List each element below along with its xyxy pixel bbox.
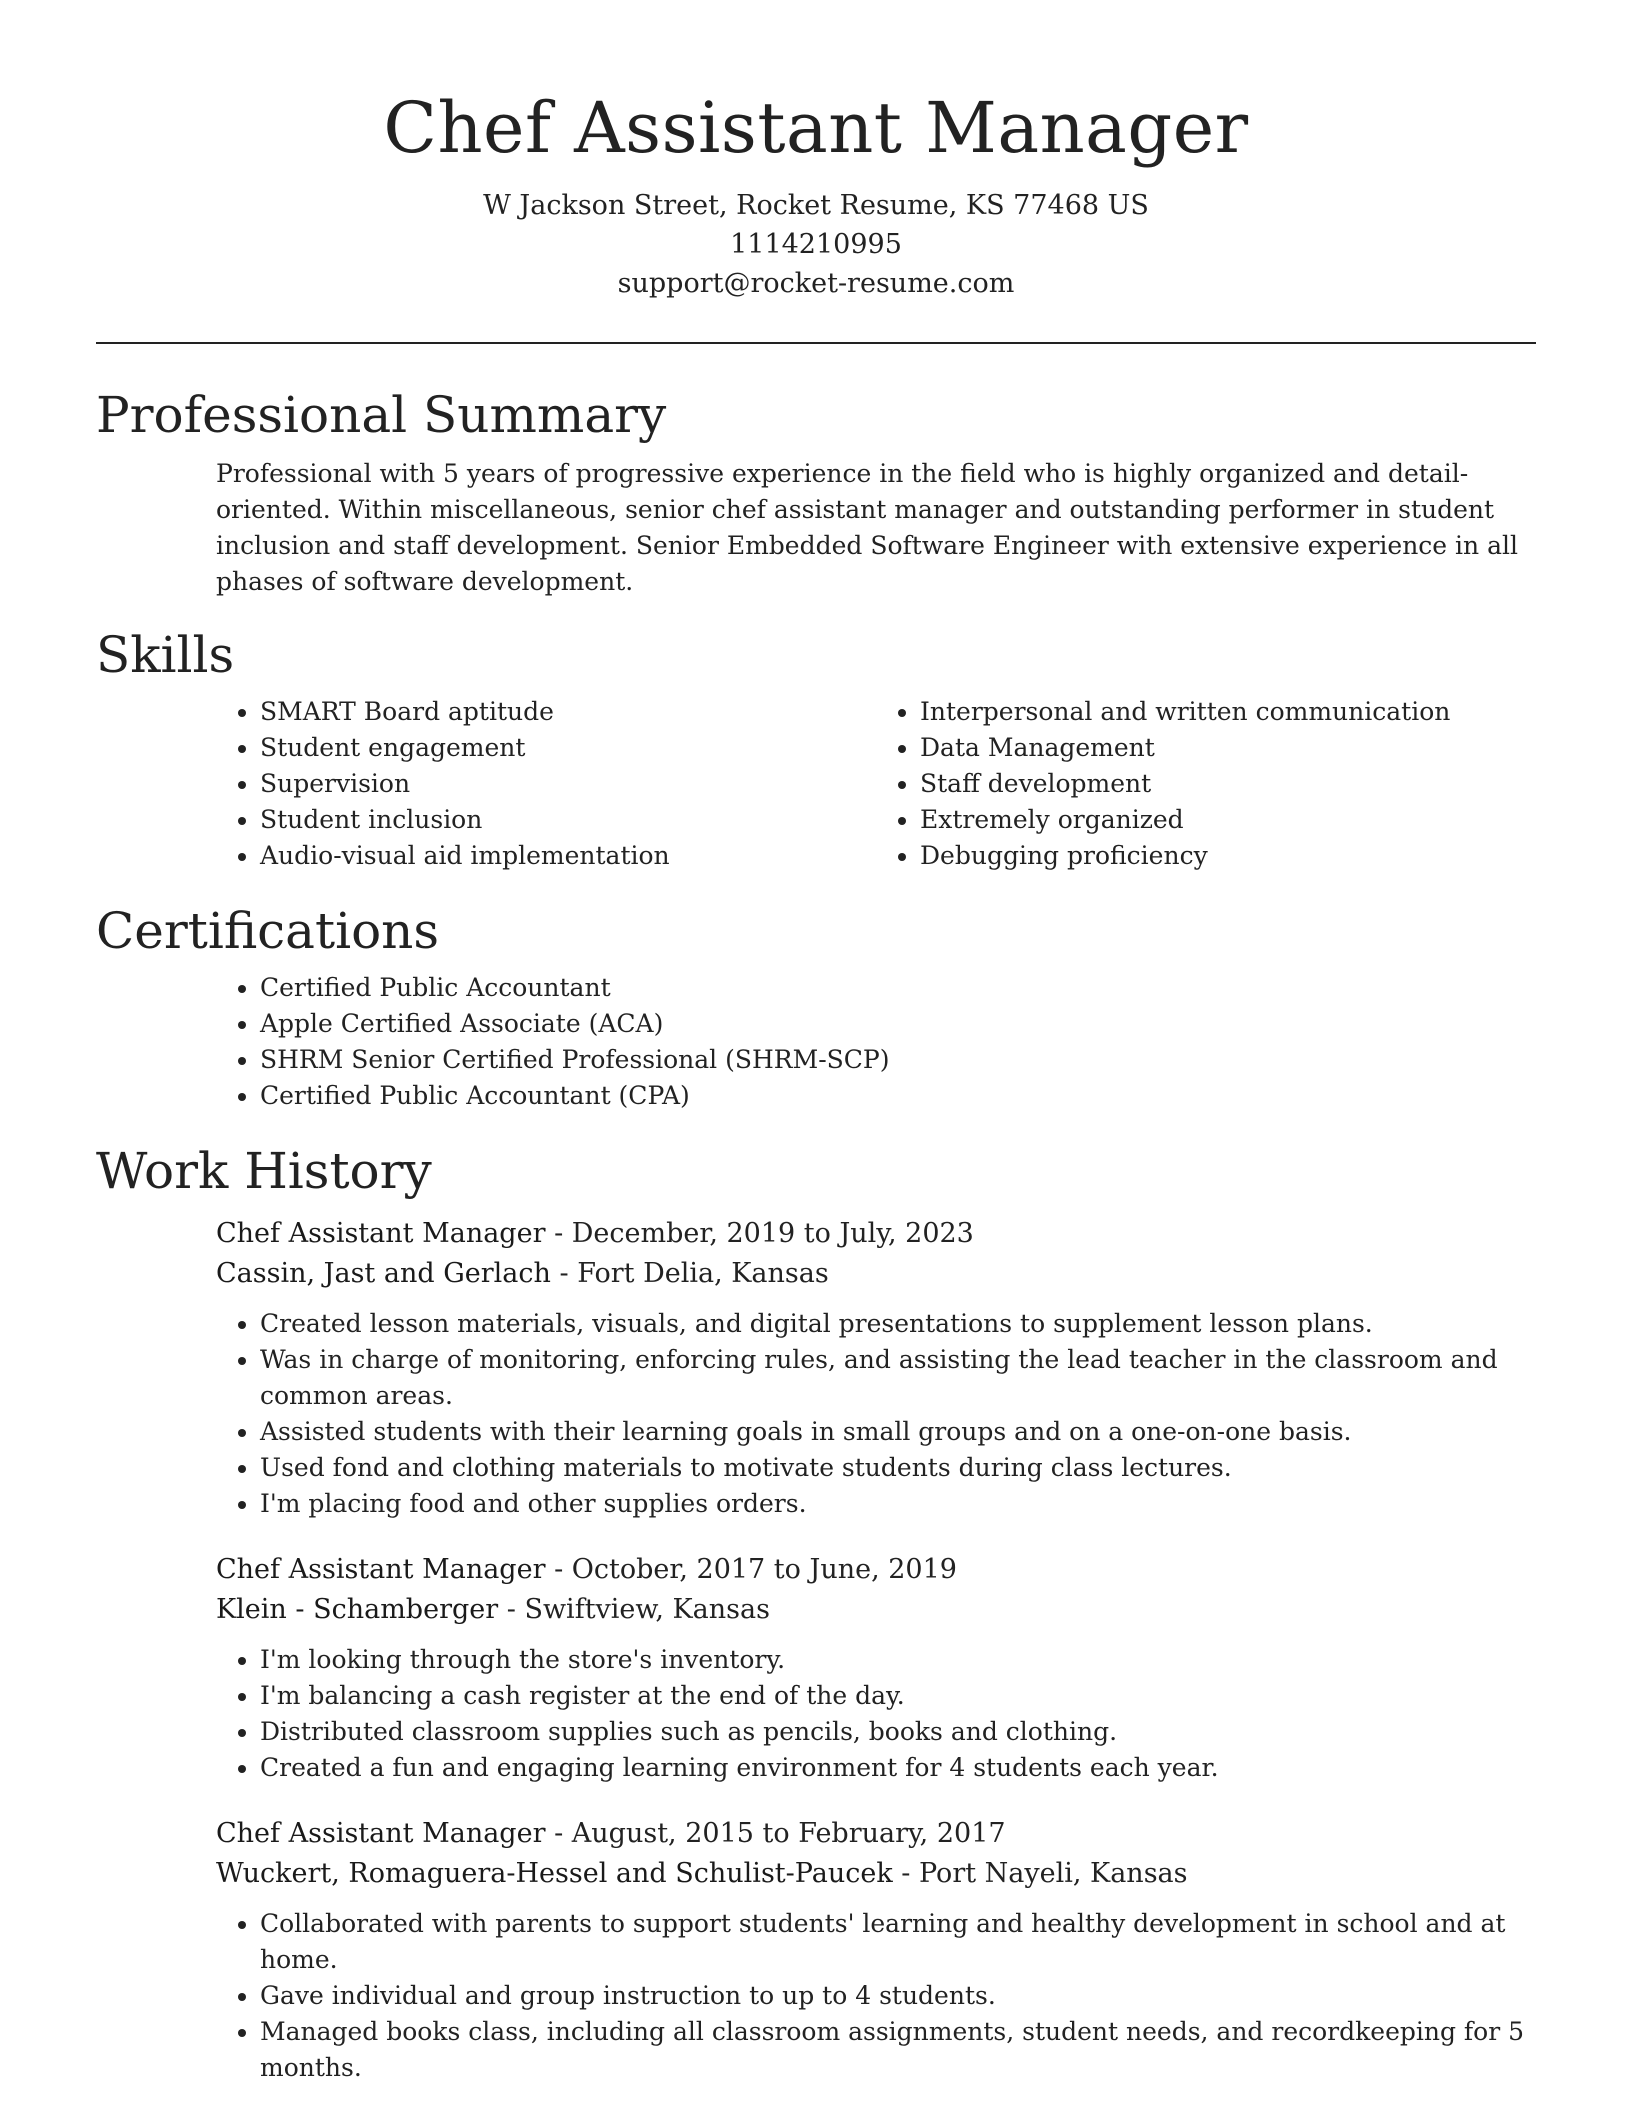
job-dates: December, 2019 to July, 2023 (571, 1218, 974, 1249)
certification-item: • Certified Public Accountant (260, 970, 1536, 1006)
job-dates: August, 2015 to February, 2017 (571, 1818, 1006, 1849)
skill-item: • Student engagement (260, 730, 876, 766)
resume-content (96, 380, 1536, 2114)
skills-column-right (876, 694, 1536, 874)
resume-header (0, 82, 1632, 303)
job-title-line: Chef Assistant Manager - October, 2017 to June, 2019 (216, 1554, 957, 1585)
job-bullet: • Created lesson materials, visuals, and digital presentations to supplement lesson plans. (260, 1306, 1536, 1342)
job-title-line: Chef Assistant Manager - August, 2015 to February, 2017 (216, 1818, 1006, 1849)
job-bullets (216, 1906, 1536, 2086)
skill-item: • Interpersonal and written communication (920, 694, 1536, 730)
work-history-heading: Work History (96, 1142, 432, 1200)
job-dates: October, 2017 to June, 2019 (571, 1554, 957, 1585)
job-bullet: • Created a fun and engaging learning environment for 4 students each year. (260, 1750, 1536, 1786)
candidate-name: Chef Assistant Manager (383, 87, 1249, 169)
skill-item: • Audio-visual aid implementation (260, 838, 876, 874)
contact-phone: 1114210995 (730, 229, 902, 260)
certifications-list (216, 970, 1536, 1114)
job-bullet: • Managed books class, including all classroom assignments, student needs, and recordkeeping for 5 months. (260, 2014, 1536, 2086)
skill-item: • Data Management (920, 730, 1536, 766)
skill-item: • Supervision (260, 766, 876, 802)
job-bullet: • I'm looking through the store's inventory. (260, 1642, 1536, 1678)
skills-column-left (216, 694, 876, 874)
job-entry (216, 1550, 1536, 1786)
job-bullet: • I'm balancing a cash register at the end of the day. (260, 1678, 1536, 1714)
skills-list (216, 694, 1536, 874)
job-location: Fort Delia, Kansas (577, 1258, 829, 1289)
summary-text: Professional with 5 years of progressive experience in the field who is highly organized and detail-oriented. Within miscellaneous, senior chef assistant manager and outstanding performer in student inclusion and staff development. Senior Embedded Software Engineer with extensive experience in all phases of software development. (216, 459, 1518, 596)
skill-item: • Staff development (920, 766, 1536, 802)
job-location: Port Nayeli, Kansas (918, 1858, 1188, 1889)
skills-heading: Skills (96, 626, 235, 684)
job-bullet: • Was in charge of monitoring, enforcing rules, and assisting the lead teacher in the classroom and common areas. (260, 1342, 1536, 1414)
job-company-line: Wuckert, Romaguera-Hessel and Schulist-Paucek - Port Nayeli, Kansas (216, 1858, 1188, 1889)
job-bullet: • Collaborated with parents to support students' learning and healthy development in school and at home. (260, 1906, 1536, 1978)
certifications-heading: Certifications (96, 902, 440, 960)
contact-address: W Jackson Street, Rocket Resume, KS 77468 US (483, 190, 1149, 221)
certification-item: • Certified Public Accountant (CPA) (260, 1078, 1536, 1114)
job-company: Klein - Schamberger (216, 1594, 499, 1625)
job-entry (216, 1814, 1536, 2086)
header-divider (96, 342, 1536, 344)
job-bullets (216, 1306, 1536, 1522)
job-bullet: • Distributed classroom supplies such as pencils, books and clothing. (260, 1714, 1536, 1750)
job-entry (216, 1214, 1536, 1522)
certification-item: • SHRM Senior Certified Professional (SHRM-SCP) (260, 1042, 1536, 1078)
summary-heading: Professional Summary (96, 386, 667, 444)
skill-item: • SMART Board aptitude (260, 694, 876, 730)
job-bullet: • I'm placing food and other supplies orders. (260, 1486, 1536, 1522)
job-position: Chef Assistant Manager (216, 1818, 546, 1849)
job-bullet: • Assisted students with their learning goals in small groups and on a one-on-one basis. (260, 1414, 1536, 1450)
job-bullets (216, 1642, 1536, 1786)
skill-item: • Extremely organized (920, 802, 1536, 838)
job-bullet: • Used fond and clothing materials to motivate students during class lectures. (260, 1450, 1536, 1486)
job-company: Wuckert, Romaguera-Hessel and Schulist-Paucek (216, 1858, 893, 1889)
job-bullet: • Gave individual and group instruction to up to 4 students. (260, 1978, 1536, 2014)
job-company: Cassin, Jast and Gerlach (216, 1258, 551, 1289)
job-title-line: Chef Assistant Manager - December, 2019 to July, 2023 (216, 1218, 974, 1249)
skill-item: • Student inclusion (260, 802, 876, 838)
contact-email: support@rocket-resume.com (617, 268, 1015, 299)
job-position: Chef Assistant Manager (216, 1554, 546, 1585)
certification-item: • Apple Certified Associate (ACA) (260, 1006, 1536, 1042)
job-position: Chef Assistant Manager (216, 1218, 546, 1249)
job-location: Swiftview, Kansas (524, 1594, 770, 1625)
job-company-line: Klein - Schamberger - Swiftview, Kansas (216, 1594, 770, 1625)
skill-item: • Debugging proficiency (920, 838, 1536, 874)
job-company-line: Cassin, Jast and Gerlach - Fort Delia, Kansas (216, 1258, 829, 1289)
